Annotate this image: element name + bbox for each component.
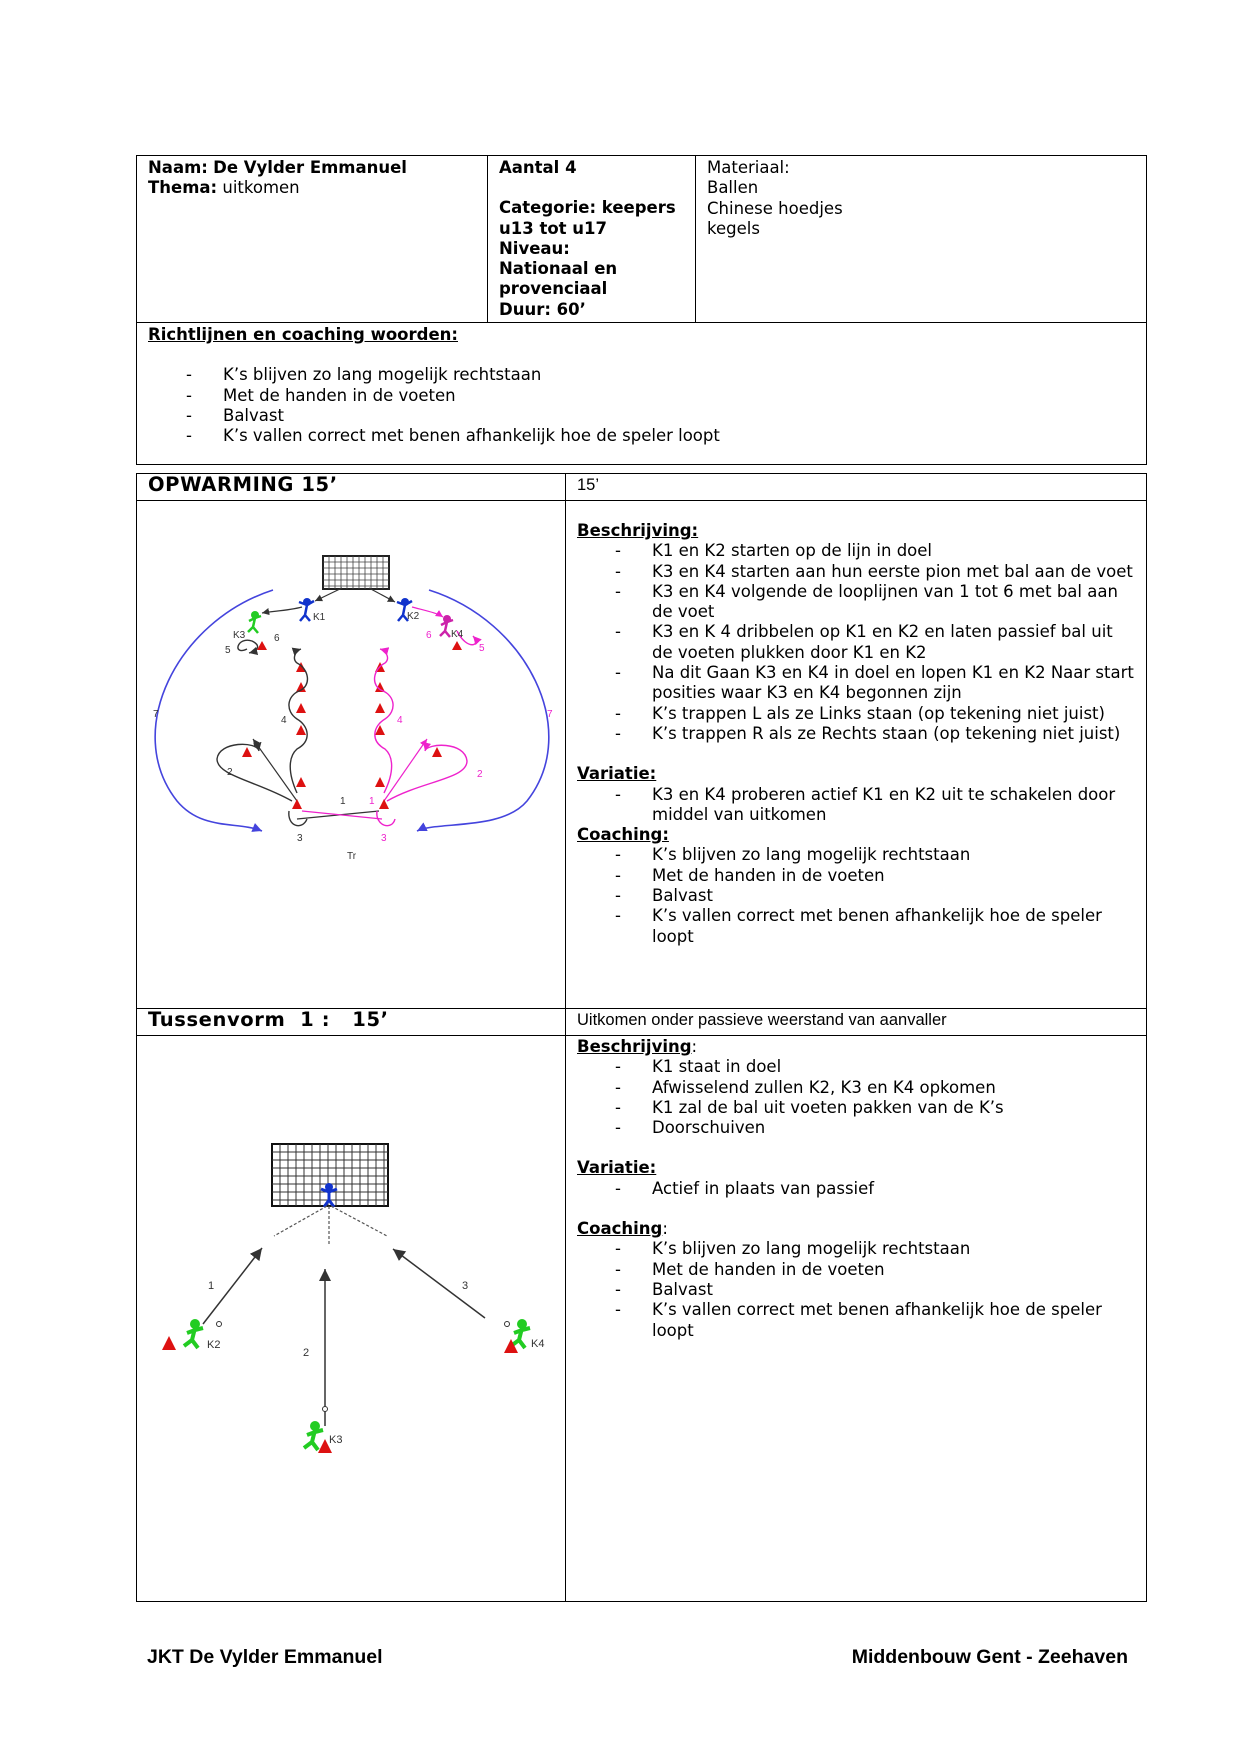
variatie-label: Variatie:: [577, 1158, 657, 1178]
duur: Duur: 60’: [499, 299, 586, 319]
label-4: 4: [281, 715, 287, 726]
label-3: 3: [381, 833, 387, 844]
label-5: 5: [479, 643, 485, 654]
list-item: - K’s trappen R als ze Rechts staan (op tekening niet juist): [577, 724, 1135, 744]
beschrijving-list: [577, 1057, 1135, 1138]
list-item: - K3 en K4 volgende de looplijnen van 1 tot 6 met bal aan de voet: [577, 582, 1135, 623]
label-7: 7: [547, 709, 553, 720]
list-item: - Met de handen in de voeten: [577, 1260, 1135, 1280]
materiaal-item: Chinese hoedjes: [707, 198, 843, 218]
label-k1: K1: [313, 612, 326, 623]
tussenvorm-subtitle-cell: [566, 1009, 1147, 1036]
list-item: - Actief in plaats van passief: [577, 1179, 1135, 1199]
list-item: - Met de handen in de voeten: [577, 866, 1135, 886]
label-k2: K2: [407, 611, 420, 622]
beschrijving-label: Beschrijving:: [577, 521, 699, 540]
tussenvorm-title-cell: [137, 1009, 566, 1036]
player-k3-icon: [304, 1421, 323, 1450]
label-k4: K4: [451, 629, 464, 640]
label-7: 7: [153, 709, 159, 720]
cone-icon: [242, 641, 462, 787]
niveau-value: Nationaal en provenciaal: [499, 259, 618, 299]
richtlijnen-list: [148, 365, 1135, 446]
variatie-label: Variatie:: [577, 764, 657, 784]
list-item: - K’s vallen correct met benen afhankelijk hoe de speler loopt: [577, 906, 1135, 947]
player-k2-icon: [184, 1319, 203, 1348]
player-k3-icon: [248, 611, 261, 633]
niveau-label: Niveau:: [499, 238, 570, 258]
tussenvorm-diagram: [137, 1036, 564, 1600]
variatie-list: [577, 785, 1135, 826]
tussenvorm-diagram-cell: [137, 1036, 566, 1602]
tussenvorm-subtitle: Uitkomen onder passieve weerstand van aanvaller: [577, 1011, 947, 1029]
naam-cell: [137, 156, 488, 323]
tussenvorm-text-cell: Beschrijving: - K1 staat in doel - Afwisselend zullen K2, K3 en K4 opkomen - K1 zal de bal uit voeten pakken van de K’s - Doorschuiven Variatie: - Actief in plaats van passief Coaching: - K’s blijven zo lang mogelijk rechtstaan - Met de handen in de voeten - Balvast - K’s vallen correct met benen afhankelijk hoe de speler loopt: [566, 1036, 1147, 1602]
list-item: - K’s trappen L als ze Links staan (op tekening niet juist): [577, 704, 1135, 724]
list-item: - K1 zal de bal uit voeten pakken van de K’s: [577, 1098, 1135, 1118]
coaching-label: Coaching: [577, 1219, 663, 1239]
label-k4: K4: [531, 1338, 545, 1350]
list-item: - Na dit Gaan K3 en K4 in doel en lopen K1 en K2 Naar start posities waar K3 en K4 begonnen zijn: [577, 663, 1135, 704]
naam-label: Naam:: [148, 158, 208, 177]
list-item: - Balvast: [577, 1280, 1135, 1300]
materiaal-item: Ballen: [707, 178, 759, 198]
opwarming-duration-cell: [566, 474, 1147, 501]
opwarming-title-cell: [137, 474, 566, 501]
label-2: 2: [227, 767, 233, 778]
list-item: - Balvast: [577, 886, 1135, 906]
label-k2: K2: [207, 1339, 221, 1351]
label-tr: Tr: [347, 851, 357, 862]
label-1: 1: [340, 796, 346, 807]
opwarming-text-cell: [566, 501, 1147, 1009]
label-4: 4: [397, 715, 403, 726]
label-6: 6: [274, 633, 280, 644]
opwarming-diagram-cell: [137, 501, 566, 1009]
list-item: - K1 staat in doel: [577, 1057, 1135, 1077]
opwarming-duration: 15’: [577, 476, 600, 494]
materiaal-item: kegels: [707, 218, 760, 238]
list-item: - K1 en K2 starten op de lijn in doel: [577, 541, 1135, 561]
label-2: 2: [303, 1347, 310, 1359]
coaching-list: [577, 845, 1135, 946]
aantal: Aantal 4: [499, 158, 577, 177]
list-item: - Doorschuiven: [577, 1118, 1135, 1138]
list-item: - K’s vallen correct met benen afhankelijk hoe de speler loopt: [577, 1300, 1135, 1341]
label-3: 3: [462, 1280, 469, 1292]
footer-right: Middenbouw Gent - Zeehaven: [851, 1646, 1128, 1668]
goal-icon: [323, 556, 389, 589]
label-k3: K3: [233, 630, 246, 641]
label-5: 5: [225, 645, 231, 656]
header-table: [136, 155, 1147, 465]
variatie-list: [577, 1179, 1135, 1199]
tussenvorm-title: Tussenvorm 1 : 15’: [148, 1008, 389, 1031]
label-k3: K3: [329, 1434, 343, 1446]
coaching-list: [577, 1239, 1135, 1340]
list-item: - Afwisselend zullen K2, K3 en K4 opkomen: [577, 1078, 1135, 1098]
opwarming-diagram: [137, 501, 564, 1007]
coaching-label: Coaching:: [577, 825, 669, 845]
list-item: - K3 en K4 proberen actief K1 en K2 uit te schakelen door middel van uitkomen: [577, 785, 1135, 826]
opwarming-title: OPWARMING 15’: [148, 473, 338, 496]
materiaal-cell: [696, 156, 1147, 323]
label-1: 1: [369, 796, 375, 807]
player-k4-icon: [511, 1319, 530, 1348]
beschrijving-label: Beschrijving: [577, 1037, 692, 1056]
thema-value: uitkomen: [222, 178, 300, 198]
categorie: Categorie: keepers u13 tot u17: [499, 198, 676, 238]
list-item: - K’s blijven zo lang mogelijk rechtstaan: [577, 1239, 1135, 1259]
naam-value: De Vylder Emmanuel: [213, 158, 407, 177]
list-item: - K’s blijven zo lang mogelijk rechtstaan: [577, 845, 1135, 865]
richtlijnen-title: Richtlijnen en coaching woorden:: [148, 325, 458, 345]
thema-label: Thema:: [148, 178, 218, 198]
aantal-cell: [488, 156, 696, 323]
materiaal-label: Materiaal:: [707, 158, 790, 177]
list-item: - K’s vallen correct met benen afhankelijk hoe de speler loopt: [148, 426, 1135, 446]
list-item: - Met de handen in de voeten: [148, 386, 1135, 406]
label-1: 1: [208, 1280, 215, 1292]
footer-left: JKT De Vylder Emmanuel: [147, 1646, 383, 1668]
beschrijving-list: [577, 541, 1135, 744]
list-item: - Balvast: [148, 406, 1135, 426]
exercises-table: [136, 473, 1147, 1602]
label-3: 3: [297, 833, 303, 844]
list-item: - K’s blijven zo lang mogelijk rechtstaan: [148, 365, 1135, 385]
list-item: - K3 en K 4 dribbelen op K1 en K2 en laten passief bal uit de voeten plukken door K1 en K2: [577, 622, 1135, 663]
list-item: - K3 en K4 starten aan hun eerste pion met bal aan de voet: [577, 562, 1135, 582]
richtlijnen-cell: [137, 323, 1147, 465]
keeper-k1-icon: [299, 598, 314, 621]
label-2: 2: [477, 769, 483, 780]
label-6: 6: [426, 630, 432, 641]
